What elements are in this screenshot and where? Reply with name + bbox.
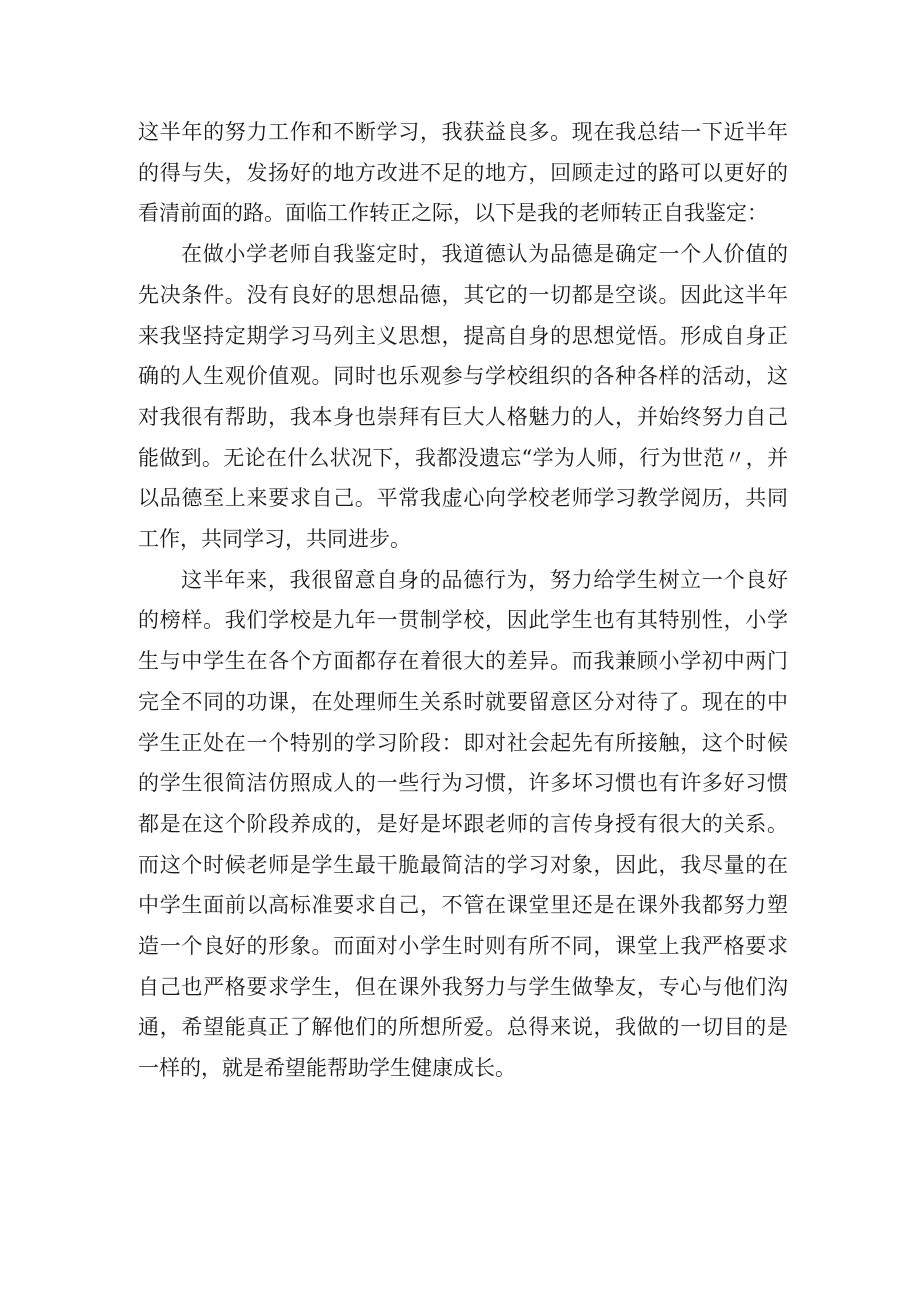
- paragraph-1: 这半年的努力工作和不断学习，我获益良多。现在我总结一下近半年的得与失，发扬好的地方改进不足的地方，回顾走过的路可以更好的看清前面的路。面临工作转正之际，以下是我的老师转正自我鉴定：: [138, 120, 788, 226]
- document-body: [138, 112, 788, 1089]
- paragraph-3: 这半年来，我很留意自身的品德行为，努力给学生树立一个良好的榜样。我们学校是九年一贯制学校，因此学生也有其特别性，小学生与中学生在各个方面都存在着很大的差异。而我兼顾小学初中两门完全不同的功课，在处理师生关系时就要留意区分对待了。现在的中学生正处在一个特别的学习阶段：即对社会起先有所接触，这个时候的学生很简洁仿照成人的一些行为习惯，许多坏习惯也有许多好习惯都是在这个阶段养成的，是好是坏跟老师的言传身授有很大的关系。而这个时候老师是学生最干脆最简洁的学习对象，因此，我尽量的在中学生面前以高标准要求自己，不管在课堂里还是在课外我都努力塑造一个良好的形象。而面对小学生时则有所不同，课堂上我严格要求自己也严格要求学生，但在课外我努力与学生做挚友，专心与他们沟通，希望能真正了解他们的所想所爱。总得来说，我做的一切目的是一样的，就是希望能帮助学生健康成长。: [138, 567, 788, 1081]
- paragraph-2: 在做小学老师自我鉴定时，我道德认为品德是确定一个人价值的先决条件。没有良好的思想品德，其它的一切都是空谈。因此这半年来我坚持定期学习马列主义思想，提高自身的思想觉悟。形成自身正确的人生观价值观。同时也乐观参与学校组织的各种各样的活动，这对我很有帮助，我本身也崇拜有巨大人格魅力的人，并始终努力自己能做到。无论在什么状况下，我都没遗忘“学为人师，行为世范〃，并以品德至上来要求自己。平常我虚心向学校老师学习教学阅历，共同工作，共同学习，共同进步。: [138, 242, 788, 552]
